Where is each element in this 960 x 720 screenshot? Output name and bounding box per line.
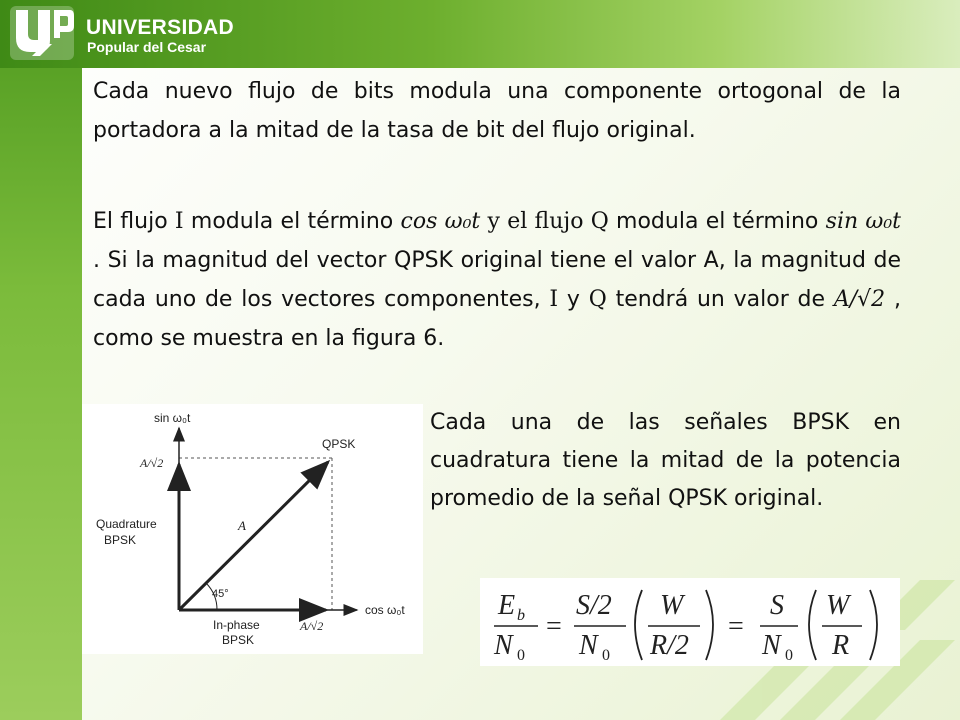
university-subtitle: Popular del Cesar [87, 39, 207, 55]
x-value-label: A/√2 [300, 619, 324, 633]
eq-f4-den: N [762, 630, 781, 661]
eq-f5-num: W [826, 590, 850, 621]
eq-f5-den: R [832, 630, 850, 661]
eq-f2-num: S/2 [576, 590, 612, 621]
eq-f3-den: R/2 [650, 630, 689, 661]
para2-text-1: El flujo [93, 209, 175, 234]
angle-label: 45° [212, 588, 229, 600]
para2-text-5: . Si la magnitud del vector QPSK original tiene el valor A, la magnitud de cada uno de los vectores componentes, [93, 248, 901, 312]
symbol-i: I [174, 209, 184, 234]
quadrature-label-2: BPSK [104, 533, 137, 547]
energy-equation-svg [480, 578, 900, 666]
eq-f2-den-sub: 0 [602, 647, 610, 664]
eq-lhs-den-sub: 0 [517, 647, 525, 664]
vector-a-label: A [238, 518, 246, 533]
eq-paren-left-1 [635, 590, 642, 660]
eq-f4-den-sub: 0 [785, 647, 793, 664]
qpsk-label: QPSK [322, 437, 356, 451]
eq-f4-num: S [770, 590, 784, 621]
energy-equation [480, 578, 900, 666]
eq-f3-num: W [660, 590, 684, 621]
para2-text-8: , como se muestra en la figura 6. [93, 287, 901, 351]
inphase-label-1: In-phase [213, 618, 260, 632]
para2-text-4: modula el término [608, 209, 826, 234]
para2-text-2: modula el término [183, 209, 401, 234]
magnitude-value: A/√2 [833, 287, 886, 312]
qpsk-vector [179, 462, 328, 610]
para2-text-3: y el flujo [480, 209, 591, 234]
quadrature-label-1: Quadrature [96, 517, 157, 531]
inphase-label-2: BPSK [222, 633, 255, 647]
university-name: UNIVERSIDAD [86, 16, 234, 39]
eq-f2-den: N [579, 630, 598, 661]
para2-text-6: y [558, 287, 589, 312]
eq-paren-left-2 [809, 590, 816, 660]
symbol-q: Q [590, 209, 609, 234]
eq-lhs-num: E [498, 590, 516, 621]
symbol-q-2: Q [588, 287, 607, 312]
paragraph-1: Cada nuevo flujo de bits modula una componente ortogonal de la portadora a la mitad de la tasa de bit del flujo original. [93, 79, 901, 143]
paragraph-3: Cada una de las señales BPSK en cuadratura tiene la mitad de la potencia promedio de la señal QPSK original. [430, 410, 901, 511]
cos-term: cos ω₀t [400, 209, 481, 234]
left-accent-band [0, 0, 82, 720]
x-axis-label: cos ω₀t [365, 603, 405, 617]
y-value-label: A/√2 [140, 456, 164, 470]
para2-text-7: tendrá un valor de [606, 287, 834, 312]
university-logo [8, 4, 76, 62]
eq-equals-2: = [728, 611, 744, 642]
eq-lhs-den: N [494, 630, 513, 661]
y-axis-label: sin ω₀t [154, 411, 191, 425]
sin-term: sin ω₀t [825, 209, 902, 234]
symbol-i-2: I [549, 287, 559, 312]
eq-lhs-num-sub: b [517, 607, 525, 624]
qpsk-vector-figure [82, 404, 423, 654]
eq-paren-right-1 [706, 590, 713, 660]
qpsk-vector-diagram [82, 404, 423, 654]
eq-paren-right-2 [870, 590, 877, 660]
paragraph-2 [93, 202, 901, 358]
eq-equals-1: = [546, 611, 562, 642]
